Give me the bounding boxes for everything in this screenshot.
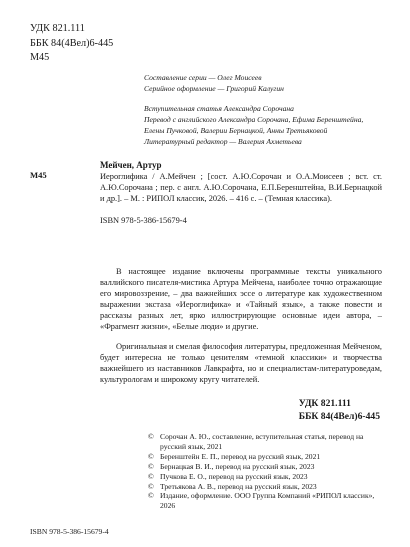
translators-line-2: Елены Пучковой, Валерии Бернацкой, Анны Третьяковой: [144, 126, 328, 136]
intro-article: Вступительная статья Александра Сорочана: [144, 103, 294, 113]
copyright-text: Третьякова А. В., перевод на русский язык, 2023: [160, 481, 317, 491]
copyright-list: [148, 432, 388, 511]
udk-code-bottom: УДК 821.111: [298, 398, 351, 409]
library-codes-top: [30, 22, 113, 66]
copyright-line: [148, 452, 388, 462]
author-mark: М45: [30, 52, 50, 63]
copyright-symbol: ©: [148, 481, 154, 491]
copyright-symbol: ©: [148, 461, 154, 471]
literary-editor: Литературный редактор — Валерия Ахметьева: [144, 137, 302, 147]
copyright-line: [148, 491, 388, 511]
copyright-text: Беренштейн Е. П., перевод на русский язык, 2021: [160, 451, 321, 461]
series-design: Серийное оформление — Григорий Калугин: [144, 84, 284, 94]
copyright-line: [148, 462, 388, 472]
catalog-description: Иероглифика / А.Мейчен ; [сост. А.Ю.Сорочан и О.А.Моисеев ; вст. ст. А.Ю.Сорочана ; пер. с англ. А.Ю.Сорочана, Е.П.Беренштейна, В.И.Бернацкой и др.]. – М. : РИПОЛ классик, 2026. – 416 с. – (Темная классика).: [100, 172, 382, 203]
copyright-symbol: ©: [148, 432, 154, 441]
copyright-text: Пучкова Е. О., перевод на русский язык, 2023: [160, 471, 308, 481]
translators-line-1: Перевод с английского Александра Сорочана, Ефима Беренштейна,: [144, 114, 364, 124]
library-codes-bottom: [299, 397, 380, 423]
catalog-author-mark: М45: [30, 170, 47, 180]
copyright-symbol: ©: [148, 471, 154, 481]
udk-code: УДК 821.111: [30, 23, 85, 34]
copyright-line: [148, 472, 388, 482]
copyright-text: Бернацкая В. И., перевод на русский язык, 2023: [160, 461, 315, 471]
copyright-symbol: ©: [148, 491, 154, 501]
bbk-code: ББК 84(4Вел)6-445: [30, 37, 114, 49]
bbk-code-bottom: ББК 84(4Вел)6-445: [298, 411, 380, 422]
catalog-record: [100, 160, 382, 226]
copyright-line: [148, 432, 388, 452]
copyright-line: [148, 482, 388, 492]
catalog-author: Мейчен, Артур: [100, 160, 162, 170]
credits-block: [144, 72, 363, 148]
isbn-bottom: ISBN 978-5-386-15679-4: [30, 527, 109, 536]
copyright-text: Сорочан А. Ю., составление, вступительная статья, перевод на русский язык, 2021: [160, 432, 364, 451]
abstract: [100, 266, 382, 385]
copyright-text: Издание, оформление. ООО Группа Компаний «РИПОЛ классик», 2026: [160, 491, 375, 511]
copyright-symbol: ©: [148, 451, 154, 461]
catalog-isbn: ISBN 978-5-386-15679-4: [100, 216, 187, 225]
abstract-paragraph-2: Оригинальная и смелая философия литературы, предложенная Мейченом, будет интересна не только ценителям «темной классики» и творчества важнейшего из наставников Лавкрафта, но и специалистам-литературоведам, культурологам и широкому кругу читателей.: [100, 342, 382, 384]
series-compiler: Составление серии — Олег Моисеев: [144, 73, 262, 82]
abstract-paragraph-1: В настоящее издание включены программные тексты уникального валлийского писателя-мистика Артура Мейчена, наиболее точно отражающие его мировоззрение, – два важнейших эссе о литературе как художественном выражении экстаза «Иероглифика» и «Тайный язык», а также повести и рассказы разных лет, ярко иллюстрирующие основные идеи автора, – «Фрагмент жизни», «Белые люди» и другие.: [100, 267, 382, 331]
